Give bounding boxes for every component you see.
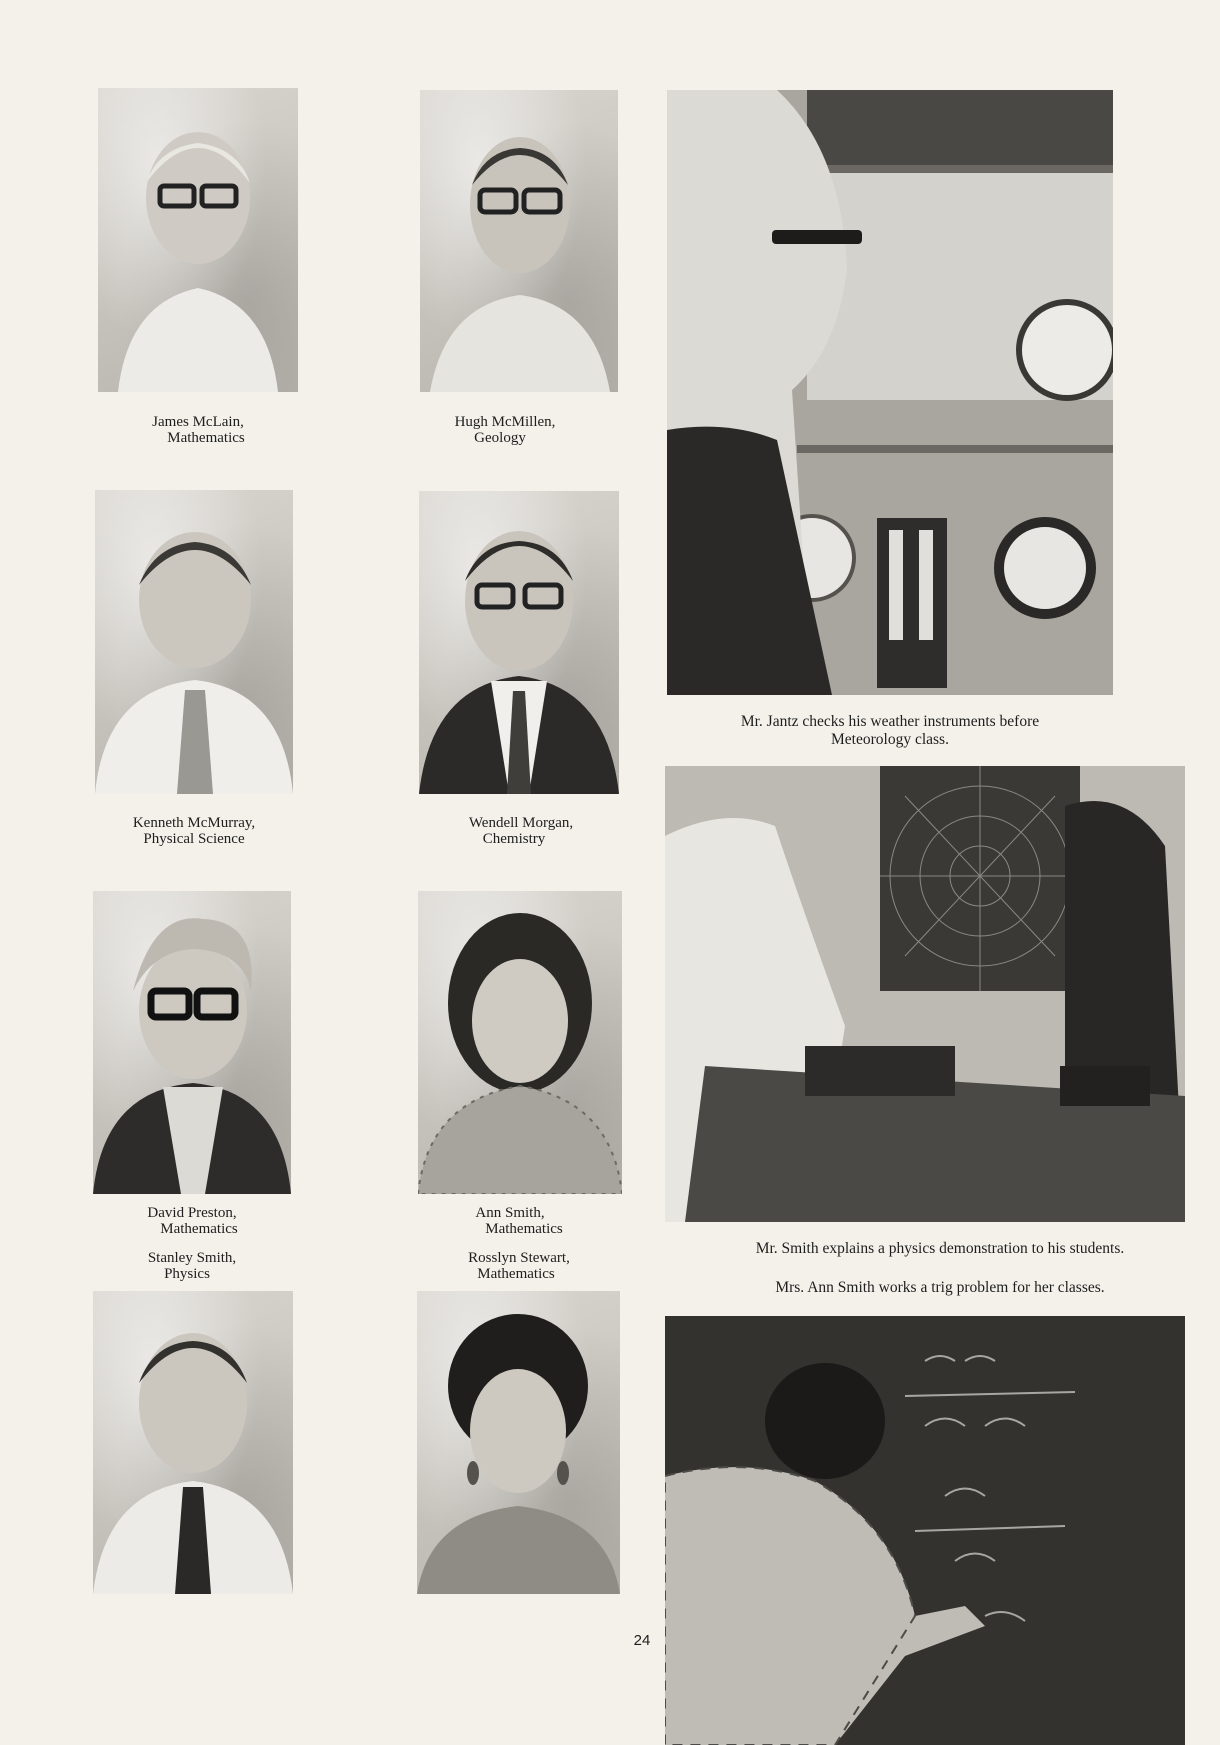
photo-weather-instruments — [667, 90, 1113, 695]
name: Stanley Smith, — [147, 1250, 237, 1266]
caption-physics — [700, 1240, 1180, 1258]
portrait-figure — [95, 490, 293, 794]
portrait-figure — [98, 88, 298, 392]
caption-rosslyn-stewart — [399, 1250, 639, 1282]
name: Wendell Morgan, — [468, 815, 574, 831]
caption-hugh-mcmillen — [385, 414, 625, 446]
caption-physics-text: Mr. Smith explains a physics demonstration to his students. — [755, 1240, 1125, 1257]
name: Ann Smith, — [475, 1205, 545, 1221]
portrait-figure — [420, 90, 618, 392]
portrait-kenneth-mcmurray — [95, 490, 293, 794]
name: Rosslyn Stewart, — [468, 1250, 570, 1266]
portrait-figure — [419, 491, 619, 794]
caption-jantz — [690, 713, 1090, 749]
portrait-hugh-mcmillen — [420, 90, 618, 392]
caption-david-preston — [72, 1205, 312, 1237]
caption-stanley-smith — [72, 1250, 312, 1282]
name: James McLain, — [152, 414, 244, 430]
portrait-david-preston — [93, 891, 291, 1194]
caption-james-mclain — [78, 414, 318, 446]
caption-trig-text: Mrs. Ann Smith works a trig problem for her classes. — [775, 1279, 1105, 1296]
portrait-james-mclain — [98, 88, 298, 392]
caption-wendell-morgan — [401, 815, 641, 847]
portrait-figure — [417, 1291, 620, 1594]
subject: Chemistry — [482, 831, 546, 847]
name: Hugh McMillen, — [454, 414, 556, 430]
caption-jantz-line2: Meteorology class. — [831, 731, 949, 748]
subject: Physics — [164, 1266, 210, 1282]
subject: Mathematics — [477, 1266, 555, 1282]
caption-kenneth-mcmurray — [74, 815, 314, 847]
caption-ann-smith — [399, 1205, 639, 1237]
subject: Geology — [474, 430, 526, 446]
portrait-wendell-morgan — [419, 491, 619, 794]
portrait-stanley-smith — [93, 1291, 293, 1594]
name: David Preston, — [147, 1205, 237, 1221]
name: Kenneth McMurray, — [132, 815, 256, 831]
subject: Physical Science — [143, 831, 245, 847]
subject: Mathematics — [485, 1221, 563, 1237]
scene-trig-chalkboard — [665, 1316, 1185, 1745]
caption-jantz-line1: Mr. Jantz checks his weather instruments before — [740, 713, 1040, 730]
scene-weather-instruments — [667, 90, 1113, 695]
subject: Mathematics — [160, 1221, 238, 1237]
photo-physics-demonstration — [665, 766, 1185, 1222]
portrait-figure — [93, 891, 291, 1194]
photo-trig-chalkboard — [665, 1316, 1185, 1745]
subject: Mathematics — [167, 430, 245, 446]
portrait-ann-smith — [418, 891, 622, 1194]
portrait-figure — [418, 891, 622, 1194]
scene-physics-demonstration — [665, 766, 1185, 1222]
portrait-rosslyn-stewart — [417, 1291, 620, 1594]
portrait-figure — [93, 1291, 293, 1594]
page-number: 24 — [633, 1632, 651, 1649]
caption-trig — [700, 1279, 1180, 1297]
